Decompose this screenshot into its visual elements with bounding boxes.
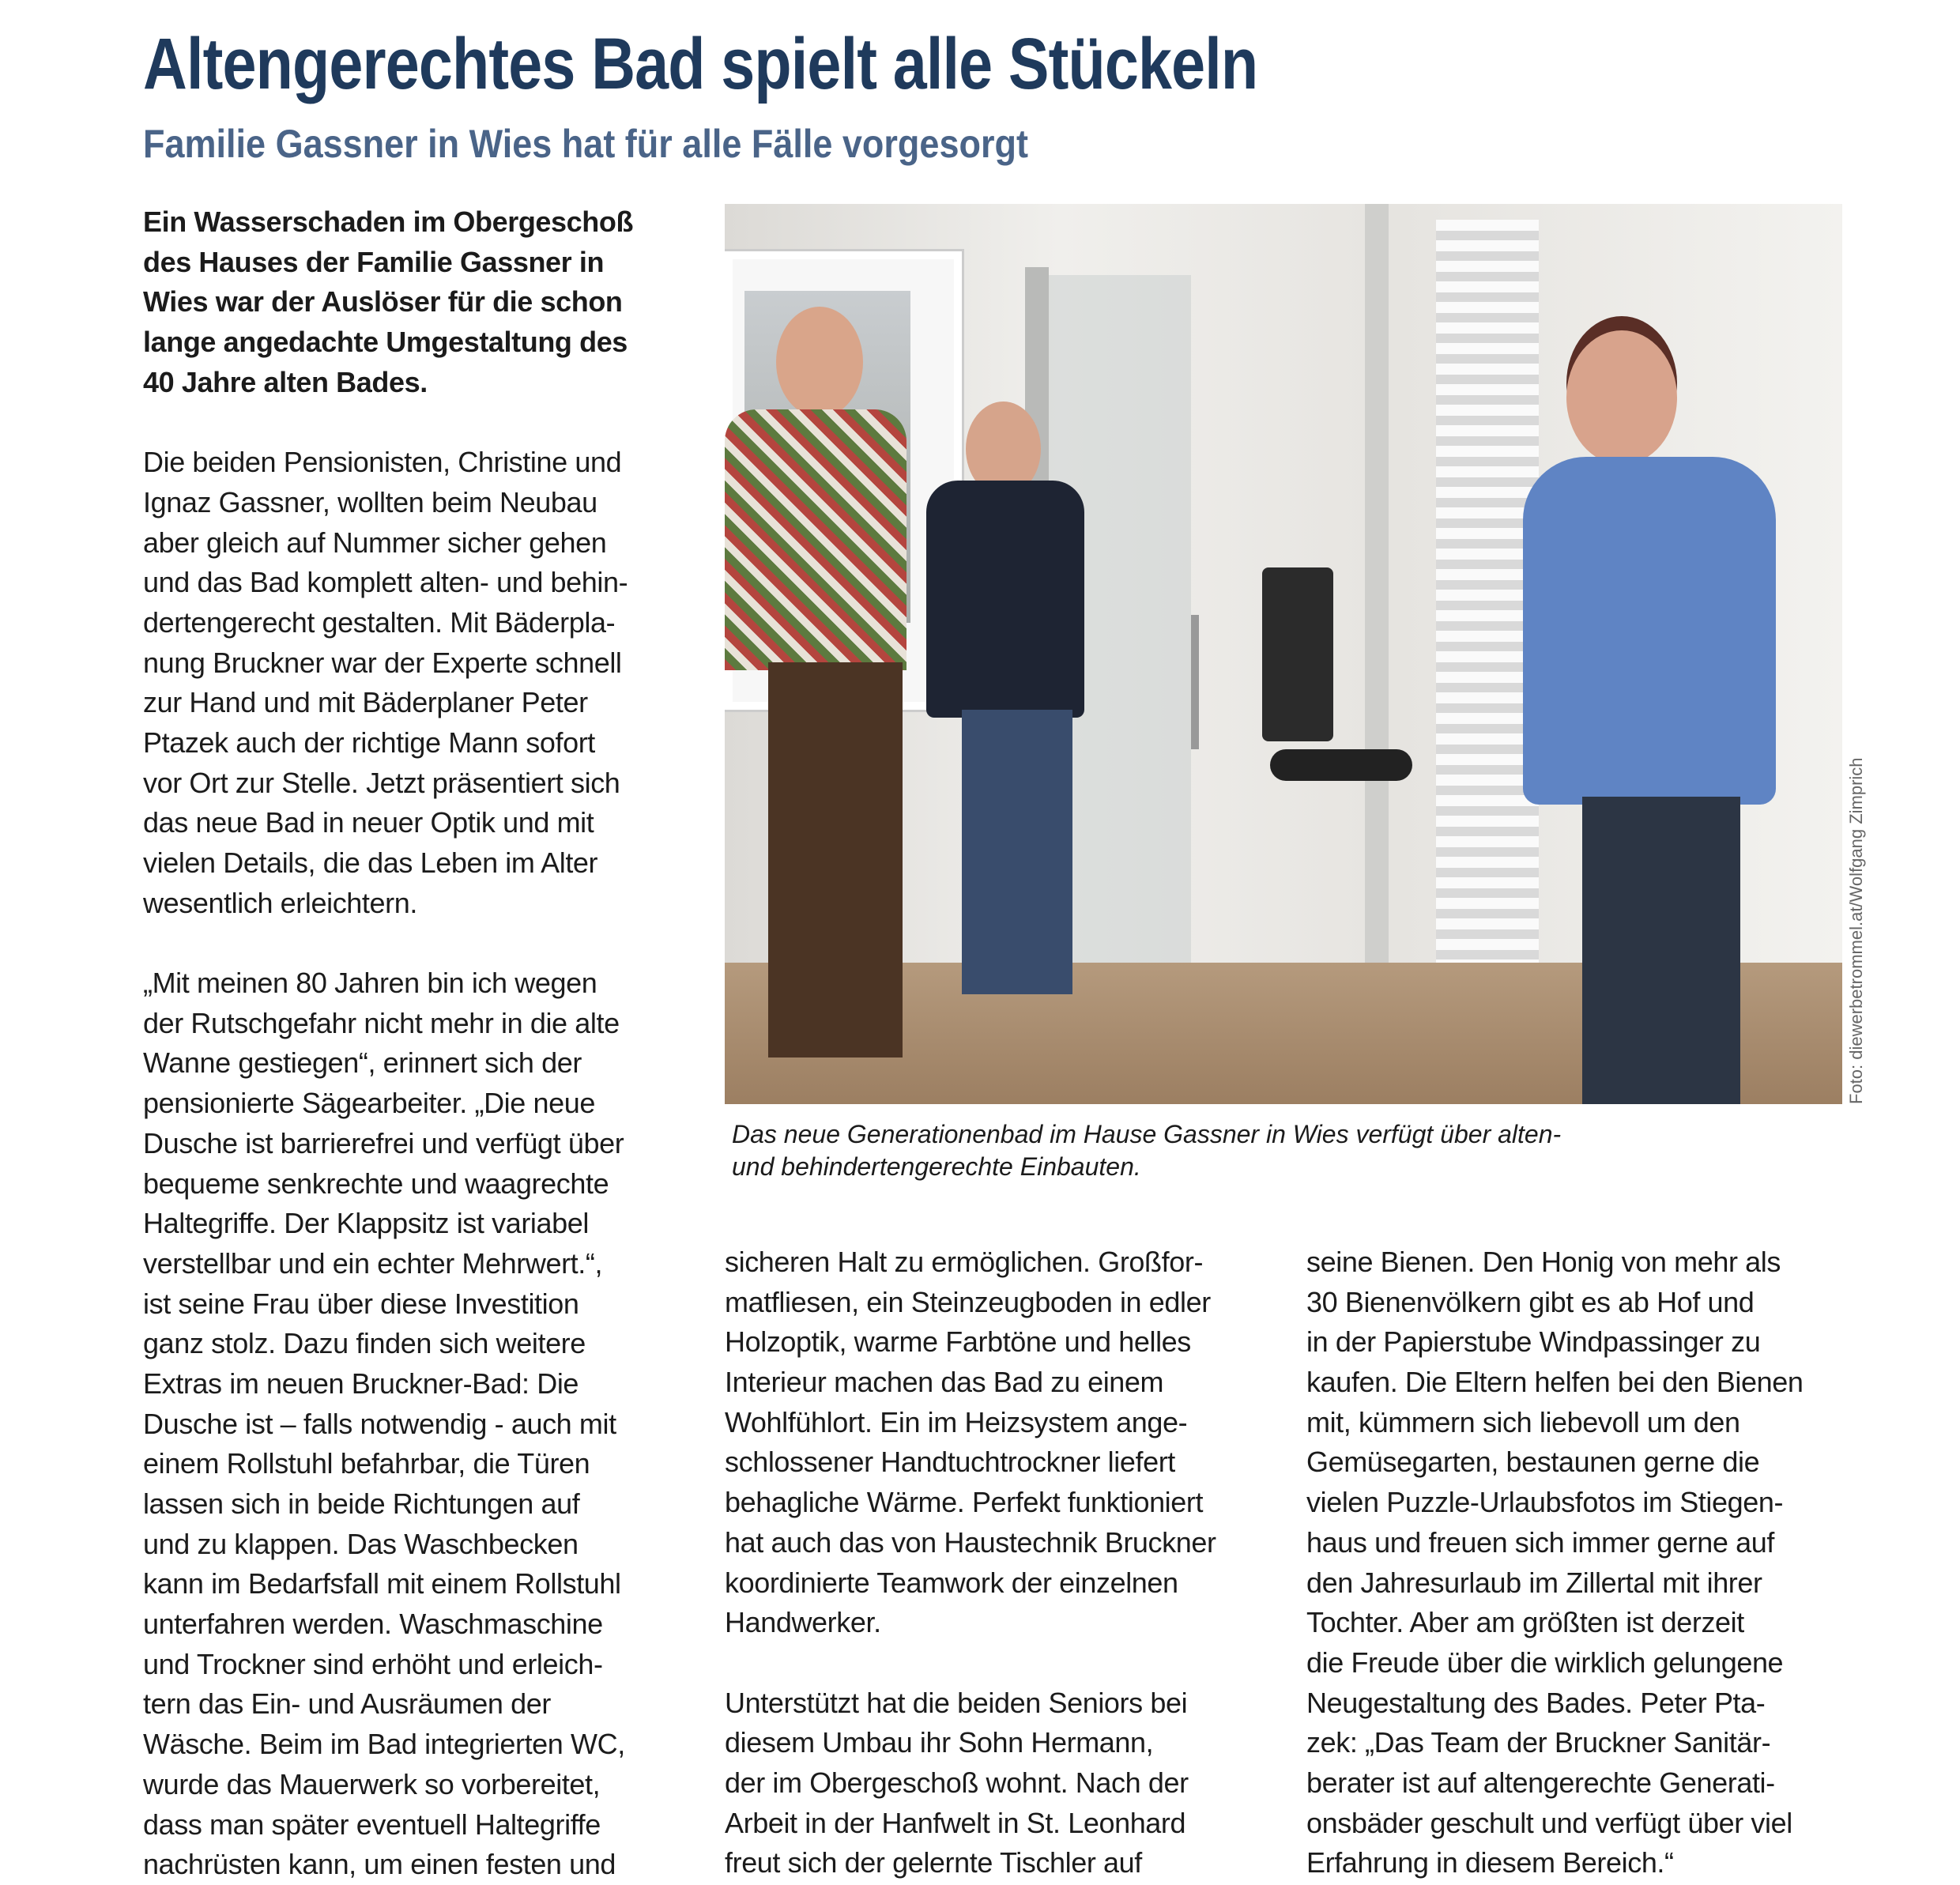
body-text-line: und das Bad komplett alten- und behin- [143,566,628,599]
body-text-line: wurde das Mauerwerk so vorbereitet, [143,1767,601,1800]
body-text-line: dass man später eventuell Haltegriffe [143,1808,601,1841]
body-text-line: Neugestaltung des Bades. Peter Pta- [1306,1686,1766,1719]
body-text-line: Ptazek auch der richtige Mann sofort [143,726,595,759]
body-text-line: aber gleich auf Nummer sicher gehen [143,526,607,559]
body-text-line: Die beiden Pensionisten, Christine und [143,446,622,479]
body-text-line: 30 Bienenvölkern gibt es ab Hof und [1306,1285,1755,1318]
paragraph-gap [143,923,712,963]
article-title: Altengerechtes Bad spielt alle Stückeln [143,24,1258,104]
article-column-right [1306,1242,1860,1883]
body-text-line: onsbäder geschult und verfügt über viel [1306,1806,1792,1839]
body-text-line: die Freude über die wirklich gelungene [1306,1646,1784,1679]
body-text-line: kaufen. Die Eltern helfen bei den Bienen [1306,1366,1804,1399]
lead-text-line: 40 Jahre alten Bades. [143,365,428,398]
body-text-line: Holzoptik, warme Farbtöne und helles [725,1325,1191,1359]
body-text-line: ist seine Frau über diese Investition [143,1287,579,1320]
article-column-left [143,202,712,1885]
body-text-line: einem Rollstuhl befahrbar, die Türen [143,1447,590,1480]
body-text-line: matfliesen, ein Steinzeugboden in edler [725,1285,1211,1318]
lead-text-line: des Hauses der Familie Gassner in [143,245,605,278]
body-text-line: und Trockner sind erhöht und erleich- [143,1647,603,1680]
body-text-line: vielen Details, die das Leben im Alter [143,846,598,879]
body-text-line: dertengerecht gestalten. Mit Bäderpla- [143,605,616,639]
body-text-line: behagliche Wärme. Perfekt funktioniert [725,1486,1204,1519]
body-text-line: freut sich der gelernte Tischler auf [725,1846,1142,1879]
body-text-line: seine Bienen. Den Honig von mehr als [1306,1246,1781,1278]
body-text-line: wesentlich erleichtern. [143,886,417,919]
body-text-line: nung Bruckner war der Experte schnell [143,646,622,679]
lead-text-line: lange angedachte Umgestaltung des [143,326,628,359]
body-text-line: Wanne gestiegen“, erinnert sich der [143,1046,582,1080]
body-text-line: „Mit meinen 80 Jahren bin ich wegen [143,967,597,1000]
lead-text-line: Wies war der Auslöser für die schon [143,285,623,319]
body-text-line: sicheren Halt zu ermöglichen. Großfor- [725,1246,1204,1278]
body-text-line: vor Ort zur Stelle. Jetzt präsentiert sich [143,766,620,799]
body-text-line: nachrüsten kann, um einen festen und [143,1848,616,1881]
body-text-line: kann im Bedarfsfall mit einem Rollstuhl [143,1567,621,1600]
body-text-line: zek: „Das Team der Bruckner Sanitär- [1306,1726,1771,1759]
photo-credit: Foto: diewerbetrommel.at/Wolfgang Zimprich [1846,757,1866,1104]
body-text-line: Tochter. Aber am größten ist derzeit [1306,1606,1744,1639]
body-text-line: Extras im neuen Bruckner-Bad: Die [143,1367,579,1400]
article-subtitle: Familie Gassner in Wies hat für alle Fälle vorgesorgt [143,122,1028,166]
caption-line: und behindertengerechte Einbauten. [732,1152,1141,1181]
body-text-line: Unterstützt hat die beiden Seniors bei [725,1686,1188,1719]
body-text-line: in der Papierstube Windpassinger zu [1306,1325,1761,1359]
body-text-line: hat auch das von Haustechnik Bruckner [725,1525,1216,1559]
body-text-line: bequeme senkrechte und waagrechte [143,1167,609,1200]
bathroom-photo [725,204,1842,1104]
body-text-line: haus und freuen sich immer gerne auf [1306,1525,1774,1559]
body-text-line: und zu klappen. Das Waschbecken [143,1527,579,1560]
body-text-line: Arbeit in der Hanfwelt in St. Leonhard [725,1806,1186,1839]
body-text-line: berater ist auf altengerechte Generati- [1306,1766,1775,1799]
body-text-line: Interieur machen das Bad zu einem [725,1366,1164,1399]
article-column-middle [725,1242,1278,1883]
body-text-line: der im Obergeschoß wohnt. Nach der [725,1766,1189,1799]
body-text-line: unterfahren werden. Waschmaschine [143,1608,603,1641]
body-text-line: Dusche ist – falls notwendig - auch mit [143,1407,616,1440]
body-text-line: das neue Bad in neuer Optik und mit [143,806,594,839]
body-text-line: Erfahrung in diesem Bereich.“ [1306,1846,1674,1879]
body-text-line: den Jahresurlaub im Zillertal mit ihrer [1306,1566,1762,1599]
body-text-line: diesem Umbau ihr Sohn Hermann, [725,1726,1154,1759]
lead-text-line: Ein Wasserschaden im Obergeschoß [143,205,634,238]
body-text-line: der Rutschgefahr nicht mehr in die alte [143,1006,620,1039]
body-text-line: mit, kümmern sich liebevoll um den [1306,1405,1740,1438]
body-text-line: Dusche ist barrierefrei und verfügt über [143,1126,624,1159]
photo-caption [732,1118,1561,1183]
body-text-line: verstellbar und ein echter Mehrwert.“, [143,1246,603,1280]
body-text-line: koordinierte Teamwork der einzelnen [725,1566,1178,1599]
body-text-line: zur Hand und mit Bäderplaner Peter [143,686,588,719]
paragraph-gap [143,402,712,443]
body-text-line: vielen Puzzle-Urlaubsfotos im Stiegen- [1306,1486,1784,1519]
body-text-line: Gemüsegarten, bestaunen gerne die [1306,1446,1760,1479]
body-text-line: Haltegriffe. Der Klappsitz ist variabel [143,1207,589,1240]
body-text-line: schlossener Handtuchtrockner liefert [725,1446,1175,1479]
body-text-line: Wäsche. Beim im Bad integrierten WC, [143,1728,625,1761]
body-text-line: lassen sich in beide Richtungen auf [143,1487,580,1520]
body-text-line: Ignaz Gassner, wollten beim Neubau [143,485,597,518]
body-text-line: ganz stolz. Dazu finden sich weitere [143,1327,586,1360]
caption-line: Das neue Generationenbad im Hause Gassner in Wies verfügt über alten- [732,1120,1562,1148]
body-text-line: Handwerker. [725,1606,881,1639]
paragraph-gap [725,1643,1278,1683]
body-text-line: tern das Ein- und Ausräumen der [143,1687,551,1721]
body-text-line: pensionierte Sägearbeiter. „Die neue [143,1087,595,1120]
body-text-line: Wohlfühlort. Ein im Heizsystem ange- [725,1405,1188,1438]
